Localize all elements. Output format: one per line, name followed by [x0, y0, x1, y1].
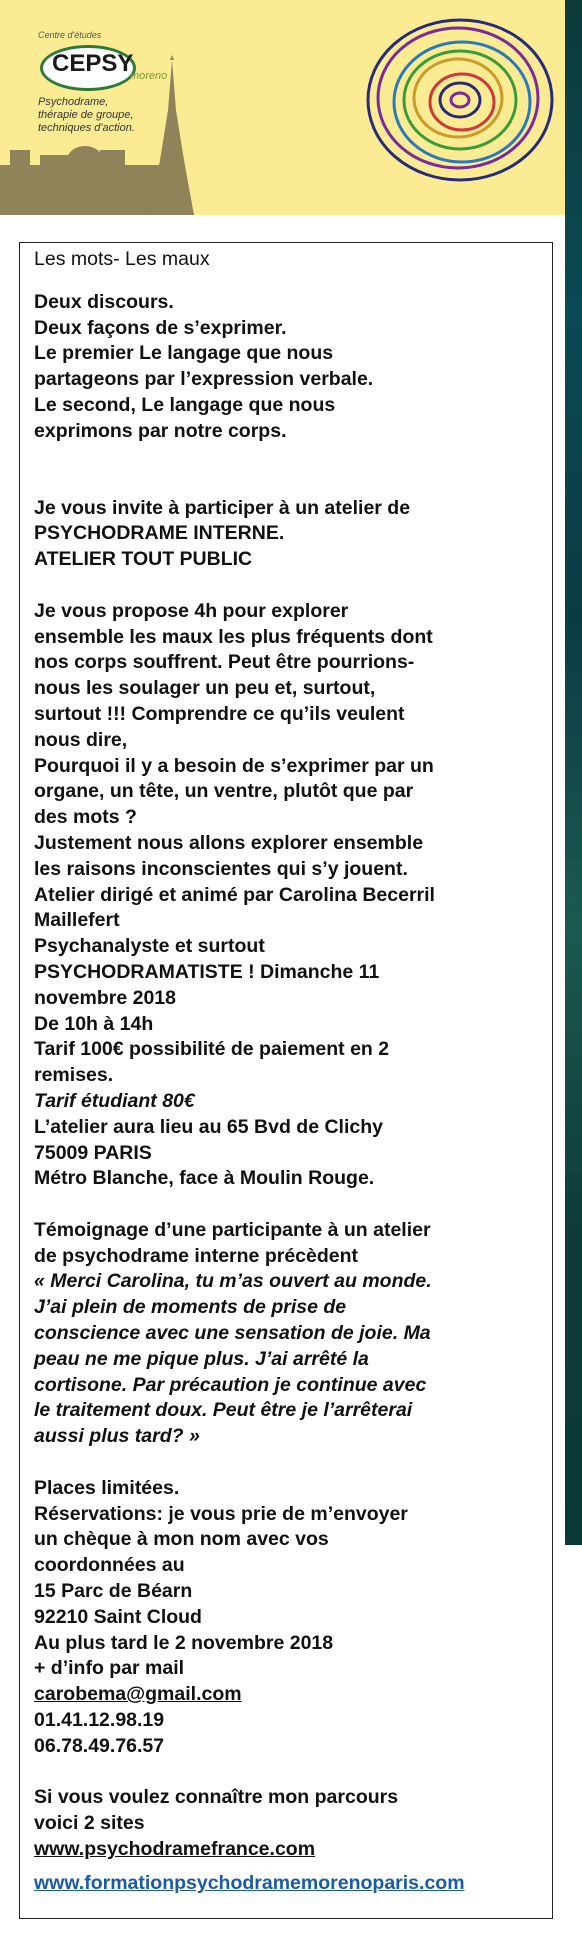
- body-line: Psychanalyste et surtout: [34, 935, 265, 958]
- body-line: remises.: [34, 1064, 114, 1087]
- booking-block: [34, 1476, 544, 1760]
- testimony-line: cortisone. Par précaution je continue avec: [34, 1373, 427, 1396]
- website-link[interactable]: www.formationpsychodramemorenoparis.com: [34, 1871, 465, 1894]
- body-line: Atelier dirigé et animé par Carolina Becerril: [34, 883, 435, 906]
- testimony-line: « Merci Carolina, tu m’as ouvert au monde.: [34, 1270, 432, 1293]
- body-line: Pourquoi il y a besoin de s’exprimer par un: [34, 754, 434, 777]
- booking-line: 15 Parc de Béarn: [34, 1580, 193, 1603]
- testimony-intro-line: Témoignage d’une participante à un atelier: [34, 1218, 431, 1241]
- location-line: 75009 PARIS: [34, 1141, 152, 1164]
- booking-line: coordonnées au: [34, 1554, 185, 1577]
- email-link[interactable]: carobema@gmail.com: [34, 1683, 242, 1706]
- intro-line: Le second, Le langage que nous: [34, 393, 336, 416]
- testimony-intro-line: de psychodrame interne précèdent: [34, 1244, 359, 1267]
- testimony-line: J’ai plein de moments de prise de: [34, 1296, 347, 1319]
- student-rate: Tarif étudiant 80€: [34, 1089, 195, 1112]
- body-line: De 10h à 14h: [34, 1012, 154, 1035]
- testimony-block: [34, 1218, 544, 1450]
- phone-number: 06.78.49.76.57: [34, 1734, 165, 1757]
- body-line: des mots ?: [34, 806, 137, 829]
- location-line: Métro Blanche, face à Moulin Rouge.: [34, 1167, 375, 1190]
- body-line: nos corps souffrent. Peut être pourrions-: [34, 651, 415, 674]
- booking-line: Réservations: je vous prie de m’envoyer: [34, 1502, 408, 1525]
- sites-block: [34, 1785, 544, 1896]
- body-line: Je vous propose 4h pour explorer: [34, 599, 349, 622]
- testimony-line: aussi plus tard? »: [34, 1425, 200, 1448]
- body-line: organe, un tête, un ventre, plutôt que par: [34, 780, 414, 803]
- testimony-line: peau ne me pique plus. J’ai arrêté la: [34, 1347, 369, 1370]
- body-line: Maillefert: [34, 909, 120, 932]
- body-line: surtout !!! Comprendre ce qu’ils veulent: [34, 702, 405, 725]
- booking-line: Au plus tard le 2 novembre 2018: [34, 1631, 334, 1654]
- intro-line: Le premier Le langage que nous: [34, 342, 334, 365]
- body-line: nous les soulager un peu et, surtout,: [34, 677, 376, 700]
- intro-line: exprimons par notre corps.: [34, 419, 287, 442]
- invite-line: ATELIER TOUT PUBLIC: [34, 548, 253, 571]
- sites-intro-line: voici 2 sites: [34, 1812, 145, 1835]
- testimony-line: conscience avec une sensation de joie. Ma: [34, 1322, 431, 1345]
- body-line: Tarif 100€ possibilité de paiement en 2: [34, 1038, 390, 1061]
- intro-line: Deux façons de s’exprimer.: [34, 316, 287, 339]
- intro-line: partageons par l’expression verbale.: [34, 368, 374, 391]
- spiral-circles-icon: [368, 20, 552, 180]
- logo-caption: Centre d'études: [38, 30, 102, 40]
- intro-block: [34, 290, 544, 445]
- side-strip: [565, 0, 582, 1545]
- website-link[interactable]: www.psychodramefrance.com: [34, 1838, 316, 1861]
- invite-block: [34, 496, 544, 573]
- booking-line: + d’info par mail: [34, 1657, 185, 1680]
- booking-line: Places limitées.: [34, 1476, 180, 1499]
- booking-line: un chèque à mon nom avec vos: [34, 1528, 329, 1551]
- paris-skyline-icon: [0, 55, 194, 215]
- sites-intro-line: Si vous voulez connaître mon parcours: [34, 1786, 399, 1809]
- tagline-line: techniques d'action.: [38, 122, 135, 134]
- body-line: PSYCHODRAMATISTE ! Dimanche 11: [34, 960, 380, 983]
- flyer-content: [34, 247, 544, 1897]
- header-banner: [0, 0, 565, 215]
- invite-line: PSYCHODRAME INTERNE.: [34, 522, 285, 545]
- tagline-line: Psychodrame,: [38, 96, 109, 108]
- phone-number: 01.41.12.98.19: [34, 1709, 165, 1732]
- body-line: les raisons inconscientes qui s’y jouent.: [34, 857, 408, 880]
- flyer-title: Les mots- Les maux: [34, 248, 210, 270]
- body-line: Justement nous allons explorer ensemble: [34, 831, 424, 854]
- invite-line: Je vous invite à participer à un atelier de: [34, 496, 411, 519]
- body-line: novembre 2018: [34, 986, 176, 1009]
- body-line: ensemble les maux les plus fréquents dont: [34, 625, 433, 648]
- banner-illustration: [0, 0, 565, 215]
- body-block: [34, 599, 544, 1192]
- booking-line: 92210 Saint Cloud: [34, 1605, 202, 1628]
- logo-sub: moreno: [130, 70, 168, 82]
- intro-line: Deux discours.: [34, 290, 174, 313]
- location-line: L’atelier aura lieu au 65 Bvd de Clichy: [34, 1115, 383, 1138]
- testimony-line: le traitement doux. Peut être je l’arrêterai: [34, 1399, 413, 1422]
- tagline-line: thérapie de groupe,: [38, 109, 134, 121]
- logo-name: CEPSY: [52, 50, 134, 77]
- body-line: nous dire,: [34, 728, 128, 751]
